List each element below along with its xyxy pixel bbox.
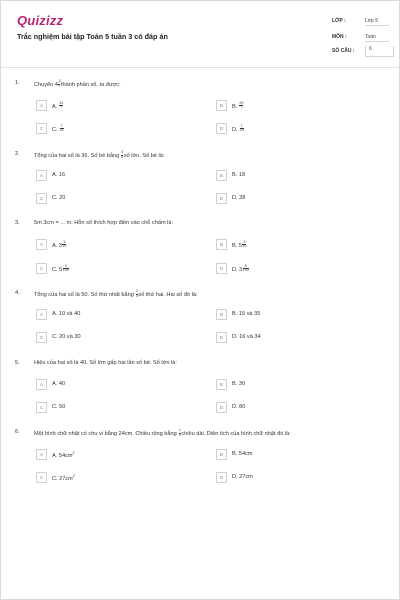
option-letter-box: A <box>36 309 47 320</box>
option-letter-box: A <box>36 100 47 111</box>
option-letter-box: A <box>36 449 47 460</box>
option-text: A. $\frac{31}{7}$ <box>52 100 64 110</box>
option-letter-box: C <box>36 402 47 413</box>
option-letter-box: A <box>36 379 47 390</box>
question-count-value: 6 <box>365 46 394 57</box>
option-text: D. 80 <box>232 403 246 410</box>
option-text: B. 5 $\frac{3}{10}$ <box>232 239 247 249</box>
option-letter-box: B <box>216 100 227 111</box>
option-letter-box: B <box>216 170 227 181</box>
question-text: Hiệu của hai số là 40. Số lớn gấp hai lần số bé. Số lớn là: <box>34 360 177 366</box>
question-number: 1. <box>15 80 20 86</box>
question-number: 6. <box>15 429 20 435</box>
question-text: Chuyển 4 $\frac{3}{7}$ thành phân số, ta được: <box>34 79 121 88</box>
option-letter-box: D <box>216 263 227 274</box>
option-letter-box: C <box>36 263 47 274</box>
option-letter-box: D <box>216 472 227 483</box>
option-text: C. 50 <box>52 403 66 410</box>
option-text: C. $27cm^2$ <box>52 473 75 482</box>
question-number: 4. <box>15 290 20 296</box>
option-letter-box: B <box>216 239 227 250</box>
class-value: Lớp 5 <box>365 18 389 26</box>
option-text: D. 27cm <box>232 473 253 480</box>
option-letter-box: C <box>36 123 47 134</box>
option-text: B. 54cm <box>232 450 253 457</box>
option-text: D. 3 $\frac{5}{100}$ <box>232 263 249 273</box>
option-text: B. $\frac{29}{7}$ <box>232 100 244 110</box>
option-text: C. $\frac{7}{31}$ <box>52 123 64 133</box>
option-letter-box: A <box>36 170 47 181</box>
question-count-label: SỐ CÂU : <box>332 48 355 54</box>
option-text: B. 15 và 35 <box>232 310 261 317</box>
option-letter-box: D <box>216 332 227 343</box>
page-title: Trắc nghiệm bài tập Toán 5 tuần 3 có đáp án <box>17 32 168 41</box>
quizizz-logo: Quizizz <box>17 13 64 28</box>
option-text: C. 20 <box>52 194 66 201</box>
option-text: A. $54cm^2$ <box>52 450 75 459</box>
option-letter-box: B <box>216 379 227 390</box>
option-text: C. 20 và 30 <box>52 333 81 340</box>
worksheet-header <box>1 1 399 68</box>
subject-value: Toán <box>365 34 389 42</box>
question-text: 5m 3cm = ... m. Hỗn số thích hợp điền vào chỗ chấm là: <box>34 220 174 226</box>
option-letter-box: D <box>216 123 227 134</box>
class-label: LỚP : <box>332 18 346 24</box>
option-text: A. 40 <box>52 380 66 387</box>
question-text: Tổng của hai số là 50. Số thứ nhất bằng $\frac{2}{3}$ số thứ hai. Hai số đó là: <box>34 289 198 298</box>
question-text: Tổng của hai số là 36. Số bé bằng $\frac{4}{5}$ số lớn. Số bé là: <box>34 150 165 159</box>
subject-label: MÔN : <box>332 34 347 40</box>
option-text: A. 3 $\frac{5}{10}$ <box>52 239 67 249</box>
option-letter-box: C <box>36 193 47 204</box>
question-number: 3. <box>15 220 20 226</box>
option-letter-box: B <box>216 449 227 460</box>
question-number: 5. <box>15 360 20 366</box>
option-text: B. 18 <box>232 171 246 178</box>
option-letter-box: B <box>216 309 227 320</box>
option-letter-box: C <box>36 332 47 343</box>
option-letter-box: C <box>36 472 47 483</box>
option-text: B. 30 <box>232 380 246 387</box>
option-text: A. 16 <box>52 171 66 178</box>
option-text: D. $\frac{7}{29}$ <box>232 123 244 133</box>
question-text: Một hình chữ nhật có chu vi bằng 24cm. Chiều rộng bằng $\frac{1}{2}$ chiều dài. Diện tích của hình chữ nhật đó là: <box>34 428 291 437</box>
option-letter-box: A <box>36 239 47 250</box>
option-text: D. 16 và 34 <box>232 333 261 340</box>
option-text: D. 28 <box>232 194 246 201</box>
option-text: C. 5 $\frac{3}{100}$ <box>52 263 69 273</box>
option-text: A. 10 và 40 <box>52 310 81 317</box>
option-letter-box: D <box>216 193 227 204</box>
question-number: 2. <box>15 151 20 157</box>
option-letter-box: D <box>216 402 227 413</box>
